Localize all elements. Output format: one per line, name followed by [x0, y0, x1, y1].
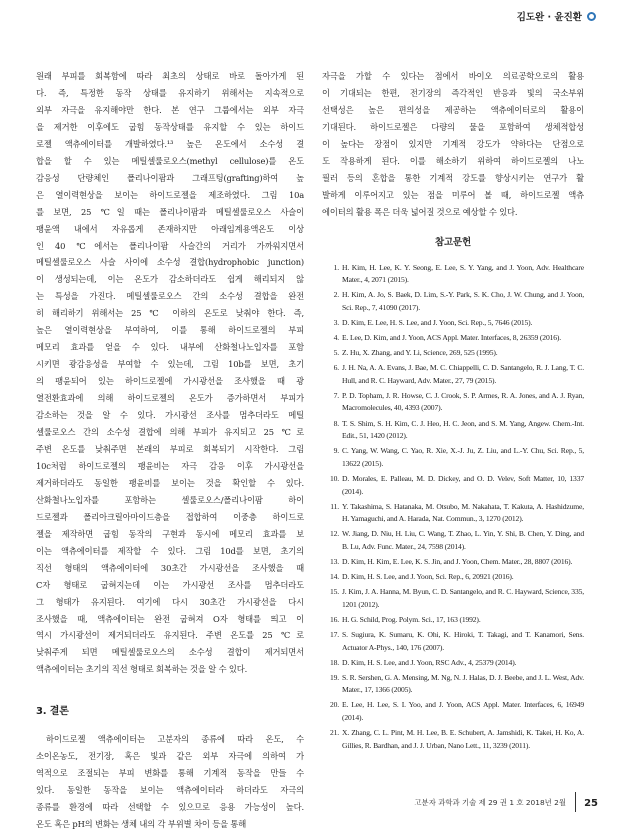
reference-text: D. Kim, H. Kim, E. Lee, K. S. Jin, and J. Yoon, Chem. Mater., 28, 8807 (2016).	[342, 557, 573, 566]
reference-item	[322, 571, 584, 584]
text-line: 드로젤과 폴리아크릴아마이드층을 접합하여 이중층 하이드로	[36, 511, 304, 522]
text-line: 외부 자극을 유지해야만 한다. 본 연구 그룹에서는 외부 자극	[36, 104, 304, 115]
text-line: 필러 등의 혼합을 통한 기계적 강도를 향상시키는 연구가 활	[322, 172, 584, 183]
footer-journal: 고분자 과학과 기술 제 29 권 1 호 2018년 2월	[414, 798, 566, 807]
body-paragraph	[36, 68, 304, 678]
reference-number: 9.	[333, 446, 339, 456]
reference-number: 4.	[333, 333, 339, 342]
text-line: 온도 혹은 pH의 변화는 생체 내의 각 부위별 차이 등을 통해	[36, 819, 247, 830]
reference-text: P. D. Topham, J. R. Howse, C. J. Crook, S. P. Armes, R. A. Jones, and A. J. Ryan, Macromolecules, 40, 4393 (2007).	[342, 390, 584, 413]
reference-text: E. Lee, H. Lee, S. I. Yoo, and J. Yoon, ACS Appl. Mater. Interfaces, 6, 16949 (2014).	[342, 700, 584, 723]
reference-number: 2.	[333, 290, 339, 300]
reference-number: 10.	[329, 473, 339, 483]
reference-text: D. Kim, E. Lee, H. S. Lee, and J. Yoon, Sci. Rep., 5, 7646 (2015).	[342, 317, 533, 327]
text-line: 역적으로 조절되는 부피 변화를 통해 기계적 동작을 만들 수	[36, 768, 304, 779]
text-line: 메모리 효과를 얻을 수 있다. 내부에 산화철나노입자를 포함	[36, 342, 304, 353]
text-line: 도 작용하게 된다. 이를 해소하기 위하여 하이드로젤의 나노	[322, 155, 584, 166]
text-line: 로젤 액츄에이터를 개발하였다.¹³ 높은 온도에서 소수성 결	[36, 138, 304, 149]
text-line: 는 특성을 가진다. 메틸셀룰로오스 간의 소수성 결합을 완전	[36, 291, 304, 302]
text-line: 자극을 가할 수 있다는 점에서 바이오 의료공학으로의 활용	[322, 71, 584, 81]
text-line: 합을 할 수 있는 메틸셀룰로오스(methyl cellulose)를 온도	[36, 155, 304, 166]
text-line: 의 팽윤되어 있는 하이드로젤에 가시광선을 조사했을 때 광	[36, 376, 304, 387]
conclusion-paragraph	[36, 731, 304, 833]
reference-text: C. Yang, W. Wang, C. Yao, R. Xie, X.-J. Ju, Z. Liu, and L.-Y. Chu, Sci. Rep., 5, 13622 (2015).	[342, 446, 584, 468]
reference-item	[322, 347, 584, 360]
circle-bullet-icon	[587, 12, 596, 21]
section-title: 3. 결론	[36, 706, 69, 718]
text-line: 조사했을 때, 액츄에이터는 완전 굽혀져 O자 형태를 띄고 이	[36, 613, 304, 624]
reference-item	[322, 699, 584, 724]
text-line: 직선 형태의 액츄에이터에 30초간 가시광선을 조사했을 때	[36, 562, 304, 573]
reference-number: 5.	[333, 348, 339, 358]
text-line: 을 제거한 이후에도 굽힘 동작상태를 유지할 수 있는 하이드	[36, 121, 304, 132]
reference-number: 21.	[329, 728, 339, 738]
reference-number: 11.	[330, 501, 339, 511]
text-line: 감소하는 것을 알 수 있다. 가시광선 조사를 멈추더라도 메틸	[36, 410, 304, 421]
reference-number: 15.	[329, 587, 339, 597]
text-line: 액츄에이터는 초기의 직선 형태로 회복하는 것을 알 수 있다.	[36, 664, 248, 675]
reference-text: H. Kim, A. Jo, S. Baek, D. Lim, S.-Y. Park, S. K. Cho, J. W. Chung, and J. Yoon, Sci. Rep., 7, 41090 (2017).	[342, 290, 584, 312]
text-line: 그 형태가 유지된다. 여기에 다시 30초간 가시광선을 다시	[36, 596, 304, 607]
reference-item	[322, 614, 584, 627]
reference-item	[322, 586, 584, 611]
reference-item	[322, 727, 584, 752]
reference-item	[322, 672, 584, 697]
text-line: 제거하더라도 동일한 팽윤비를 보이는 것을 확인할 수 있다.	[36, 477, 304, 488]
text-line: 이는 액츄에이터를 제작할 수 있다. 그림 10d를 보면, 초기의	[36, 545, 304, 556]
reference-item	[322, 629, 584, 654]
reference-item	[322, 501, 584, 526]
reference-item	[322, 289, 584, 314]
right-column	[322, 68, 584, 755]
text-line: 종류를 환경에 따라 선택할 수 있으므로 응용 가능성이 높다.	[36, 802, 304, 813]
text-line: 원래 부피를 회복함에 따라 최초의 상태로 바로 돌아가게 된	[36, 71, 304, 81]
reference-item	[322, 332, 584, 345]
text-line: 역시 가시광선이 제거되더라도 유지된다. 주변 온도를 25 ℃로	[36, 630, 304, 641]
reference-text: D. Kim, H. S. Lee, and J. Yoon, Sci. Rep., 6, 20921 (2016).	[342, 572, 514, 582]
reference-list	[322, 262, 584, 753]
text-line: C자 형태로 굽혀지는데 이는 가시광선 조사를 멈추더라도	[36, 579, 304, 590]
reference-item	[322, 556, 584, 569]
reference-text: S. Sugiura, K. Sumaru, K. Ohi, K. Hiroki, T. Takagi, and T. Kanamori, Sens. Actuator A-Phys., 140, 176 (2007).	[342, 629, 584, 652]
text-line: 이 생성되는데, 이는 온도가 감소하더라도 쉽게 해리되지 않	[36, 274, 304, 285]
text-line: 셀룰로오스 간의 소수성 결합에 의해 부피가 유지되고 25 ℃로	[36, 427, 304, 438]
reference-number: 8.	[333, 418, 339, 428]
left-column	[36, 68, 304, 833]
reference-item	[322, 418, 584, 443]
text-line: 메틸셀룰로오스 사슬 사이에 소수성 결합(hydrophobic junction)	[36, 257, 304, 268]
reference-number: 19.	[329, 672, 339, 682]
reference-number: 18.	[329, 657, 339, 667]
text-line: 다. 즉, 특정한 동작 상태를 유지하기 위해서는 지속적으로	[36, 87, 304, 98]
text-line: 높은 열이력현상을 부여하여, 이를 통해 하이드로젤의 부피	[36, 325, 304, 336]
reference-number: 3.	[333, 317, 339, 327]
text-line: 낮춰주게 되면 메틸셀룰로오스의 소수성 결합이 제거되면서	[36, 647, 304, 658]
text-line: 팽윤액 내에서 자유롭게 존재하지만 아래임계용액온도 이상	[36, 223, 304, 234]
reference-text: Y. Takashima, S. Hatanaka, M. Otsubo, M. Nakahata, T. Kakuta, A. Hashidzume, H. Yamaguchi, and A. Harada, Nat. Commun., 3, 1270 (2012).	[342, 501, 584, 524]
reference-number: 17.	[329, 629, 339, 639]
reference-number: 1.	[333, 262, 339, 272]
reference-text: E. Lee, D. Kim, and J. Yoon, ACS Appl. Mater. Interfaces, 8, 26359 (2016).	[342, 333, 562, 342]
text-line: 주변 온도를 낮춰주면 본래의 부피로 회복되기 시작한다. 그림	[36, 443, 304, 454]
running-header	[517, 8, 596, 24]
text-line: 하이드로젤 액츄에이터는 고분자의 종류에 따라 온도, 수	[46, 734, 304, 745]
text-line: 이 기대되는 한편, 전기장의 즉각적인 반응과 빛의 국소부위	[322, 87, 584, 98]
reference-item	[322, 262, 584, 287]
text-line: 히 해리하기 위해서는 25 ℃ 이하의 온도로 낮춰야 한다. 즉,	[36, 308, 304, 319]
conclusion-paragraph-continued	[322, 68, 584, 221]
reference-number: 13.	[329, 557, 339, 566]
text-line: 젤을 제작하면 굽힘 동작의 구현과 동시에 메모리 효과를 보	[36, 528, 304, 539]
reference-number: 14.	[329, 572, 339, 582]
text-line: 시키면 광감응성을 부여할 수 있는데, 그림 10b를 보면, 초기	[36, 359, 304, 370]
page-number: 25	[584, 798, 598, 809]
reference-item	[322, 473, 584, 498]
reference-number: 16.	[329, 614, 339, 624]
reference-text: W. Jiang, D. Niu, H. Liu, C. Wang, T. Zhao, L. Yin, Y. Shi, B. Chen, Y. Ding, and B. Lu, Adv. Func. Mater., 24, 7598 (2014).	[342, 529, 584, 551]
reference-item	[322, 657, 584, 670]
text-line: 열전환효과에 의해 하이드로젤의 온도가 증가하면서 부피가	[36, 393, 304, 404]
reference-number: 6.	[333, 363, 339, 373]
header-authors: 김도완 · 윤진환	[516, 12, 582, 23]
reference-text: T. S. Shim, S. H. Kim, C. J. Heo, H. C. Jeon, and S. M. Yang, Angew. Chem.-Int. Edit., 51, 1420 (2012).	[342, 418, 584, 441]
text-line: 이 높다는 장점이 있지만 기계적 강도가 약하다는 단점으로	[322, 138, 584, 149]
reference-text: D. Morales, E. Palleau, M. D. Dickey, and O. D. Velev, Soft Matter, 10, 1337 (2014).	[342, 473, 584, 496]
text-line: 10c처럼 하이드로젤의 팽윤비는 자극 감응 이후 가시광선을	[36, 460, 304, 471]
text-line: 에이터의 활용 폭은 더욱 넓어질 것으로 예상할 수 있다.	[322, 206, 518, 217]
text-line: 기대된다. 하이드로젤은 다량의 물을 포함하여 생체적합성	[322, 121, 584, 132]
text-line: 산화철나노입자를 포함하는 셀룰로오스/폴리나이팜 하이	[36, 494, 304, 505]
footer-divider	[575, 792, 576, 812]
text-line: 은 열이력현상을 보이는 하이드로젤을 제조하였다. 그림 10a	[36, 189, 304, 200]
reference-text: H. G. Schild, Prog. Polym. Sci., 17, 163 (1992).	[342, 614, 481, 624]
reference-number: 20.	[329, 700, 339, 710]
reference-text: S. R. Sershen, G. A. Mensing, M. Ng, N. J. Halas, D. J. Beebe, and J. L. West, Adv. Mater., 17, 1366 (2005).	[342, 672, 584, 695]
reference-item	[322, 390, 584, 415]
reference-text: Z. Hu, X. Zhang, and Y. Li, Science, 269, 525 (1995).	[342, 348, 498, 358]
text-line: 감응성 단량체인 폴리나이팜과 그래프팅(grafting)하여 높	[36, 172, 304, 183]
reference-item	[322, 528, 584, 553]
reference-item	[322, 362, 584, 387]
reference-item	[322, 445, 584, 470]
text-line: 를 보면, 25 ℃일 때는 폴리나이팜과 메틸셀룰로오스 사슬이	[36, 206, 304, 217]
reference-text: H. Kim, H. Lee, K. Y. Seong, E. Lee, S. Y. Yang, and J. Yoon, Adv. Healthcare Mater., 4, 2071 (2015).	[342, 262, 584, 285]
reference-text: J. Kim, J. A. Hanna, M. Byun, C. D. Santangelo, and R. C. Hayward, Science, 335, 1201 (2012).	[342, 587, 584, 609]
reference-number: 12.	[329, 529, 339, 539]
reference-item	[322, 317, 584, 330]
reference-text: J. H. Na, A. A. Evans, J. Bae, M. C. Chiappelli, C. D. Santangelo, R. J. Lang, T. C. Hull, and R. C. Hayward, Adv. Mater., 27, 79 (2015).	[342, 363, 584, 385]
reference-number: 7.	[333, 390, 339, 400]
text-line: 있다. 동일한 동작을 보이는 액츄에이터라 하더라도 자극의	[36, 785, 304, 796]
text-line: 인 40 ℃에서는 폴리나이팜 사슬간의 거리가 가까워지면서	[36, 240, 304, 251]
text-line: 소이온농도, 전기장, 혹은 빛과 같은 외부 자극에 의하여 가	[36, 751, 304, 762]
references-title: 참고문헌	[434, 236, 472, 248]
reference-text: D. Kim, H. S. Lee, and J. Yoon, RSC Adv., 4, 25379 (2014).	[342, 657, 517, 667]
text-line: 선택성은 높은 편의성을 제공하는 액츄에이터로의 활용이	[322, 104, 584, 115]
reference-text: X. Zhang, C. L. Pint, M. H. Lee, B. E. Schubert, A. Jamshidi, K. Takei, H. Ko, A. Gillies, R. Bardhan, and J. J. Urban, Nano Lett., 11, 3239 (2011).	[342, 728, 584, 750]
text-line: 발하게 이루어지고 있는 점을 미루어 볼 때, 하이드로젤 액츄	[322, 189, 584, 200]
